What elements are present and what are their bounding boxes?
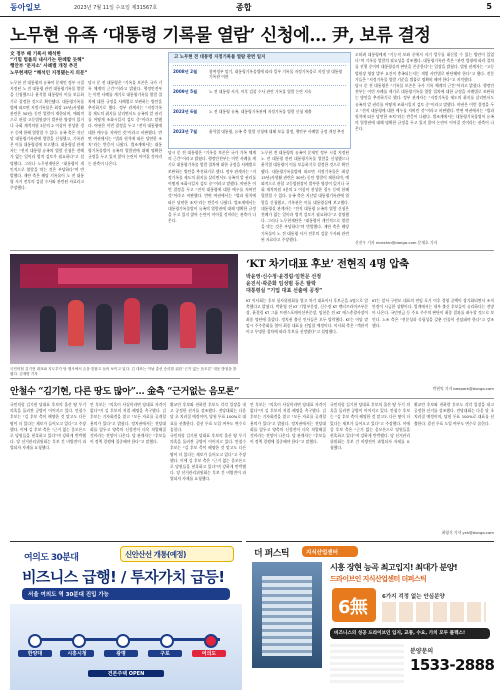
paragraph: 노무현 전 대통령의 유족이 문재인 정부 시절 지정된 노 전 대통령 관련 대통령기록물 열람을 신청했으나 윤석열 대통령이 이를 보류하기로 결정한 것으로 확인됐다. 대통령기록물법에 따르면 지정기록물은 최장 15년(사생활 관련은 30년) 동안 열람이 제한되며, 예외적으로 관할 고등법원장이 발부한 영장이 있거나 국회 재적의원 3분의 2 이상이 찬성한 경우 등에 한해 열람할 수 있다. 유족 측은 지난달 대통령기록관에 열람을 신청했고, 기록관은 이를 대통령실에 보고했다. 대통령실 관계자는 “전직 대통령 유족의 열람 신청은 전례가 없는 일이라 법적 검토가 필요하다”고 설명했다. 그러나 노무현재단은 “대통령이 개인적으로 열람을 막는 것은 부당하다”며 반발했다. 재단 측은 해당 기록물이 노 전 대통령 서거 전후의 검찰 수사와 관련된 자료라고 주장했다. [10, 80, 84, 191]
paper-name: 동아일보 [10, 3, 41, 12]
paragraph: 안 후보는 “의혹이 사실이라면 당대표 자격이 없다”며 김 후보의 직접 해명을 촉구했다. 김 후보는 기자회견을 열고 “모든 자료를 공개할 용의가 있다”고 밝혔다. 정치권에서는 전당대회를 앞두고 양측의 신경전이 더욱 치열해질 것이라는 전망이 나온다. 당 관계자는 “후보들이 정책 경쟁에 집중해야 한다”고 말했다. [90, 402, 166, 445]
deck-line: 文 정부 때 기록서 해석한 [10, 52, 61, 57]
deck-line: 윤진식·곽준화 임성범 등은 탈락 [246, 281, 316, 287]
ad-phone: 1533-2888 [410, 656, 495, 674]
ad-map [10, 604, 242, 690]
section-label: 종합 [236, 3, 252, 12]
person-figure [180, 302, 196, 348]
lead-body-col2 [88, 80, 162, 246]
timeline-title: 고 노무현 전 대통령 지정기록물 열람 관련 일지 [169, 53, 350, 63]
ahn-headline: 안철수 “김기현, 다른 땅도 많아”… 金측 “근거없는 음모론” [10, 386, 240, 397]
ad-site: 견본주택 OPEN [88, 670, 164, 677]
timeline-date: 2023년 6월 [173, 109, 198, 114]
timeline-box [168, 52, 351, 149]
station-label: 광명 [104, 650, 138, 657]
deck-line: “기밀 법률의 내사가는 판례할 듯해” [10, 58, 85, 64]
lead-deck [10, 52, 100, 77]
timeline-row [173, 85, 346, 105]
timeline-row [173, 125, 346, 145]
kt-deck [246, 274, 396, 295]
paragraph: 안 후보는 “의혹이 사실이라면 당대표 자격이 없다”며 김 후보의 직접 해명을 촉구했다. 김 후보는 기자회견을 열고 “모든 자료를 공개할 용의가 있다”고 밝혔다. 정치권에서는 전당대회를 앞두고 양측의 신경전이 더욱 치열해질 것이라는 전망이 나온다. 당 관계자는 “후보들이 정책 경쟁에 집중해야 한다”고 말했다. [250, 402, 326, 445]
divider [10, 378, 240, 379]
paragraph: 국민의힘 김기현 당대표 후보의 울산 땅 투기 의혹을 둘러싼 공방이 이어지고 있다. 안철수 후보는 “김 후보 측이 해명한 것 말고도 다른 땅이 더 있다는 제보가 들어오고 있다”고 주장했다. 이에 김 후보 측은 “근거 없는 음모론으로 당원들을 현혹하고 있다”며 강하게 반박했다. 당 선거관리위원회는 후보 간 비방전이 과열되자 자제를 요청했다. [10, 402, 86, 451]
ad-sub-bar [22, 588, 230, 600]
lead-byline: 신진우 기자 niceshin@donga.com 문재호 기자 [355, 240, 438, 245]
timeline-text: 참여정부 말기, 대통령기록물법에 따라 일부 기록물 지정기록물로 지정 및 대통령기록관 이관 [209, 69, 343, 80]
station-marker [72, 634, 86, 648]
kt-body-col1 [246, 298, 368, 392]
ad-tagline-bar [330, 628, 490, 639]
lead-headline: 노무현 유족 ‘대통령 기록물 열람’ 신청에… 尹, 보류 결정 [10, 26, 431, 46]
timeline-text: 윤석열 대통령, 유족 측 열람 신청에 대해 보류 결정, 행안부 사례별 규정 개정 추진 [209, 129, 345, 134]
station-marker [160, 634, 174, 648]
ahn-body-col6 [414, 402, 494, 528]
ad-brand-box [120, 546, 234, 562]
deck-line: 행안부 ‘문자소’ 사례별 개정 추진 [10, 64, 78, 70]
station-label: 여의도 [192, 650, 226, 657]
ad-brand-sub-box [302, 546, 358, 557]
station-label: 구로 [148, 650, 182, 657]
timeline-row [173, 105, 346, 125]
paragraph: 황교안 후보와 천하람 후보도 각각 입장을 내고 공정한 선거를 강조했다. 전당대회는 다음 달 초 치러질 예정이며, 당원 투표 100%로 대표를 선출한다. 결선 투표 도입 여부도 변수로 꼽힌다. [414, 402, 494, 426]
ahn-body-col1 [10, 402, 86, 536]
building [262, 576, 312, 656]
ad-call-label: 분양문의 [410, 648, 434, 655]
ad-badge-box [332, 588, 376, 622]
ahn-body-col2 [90, 402, 166, 536]
kt-body-col2 [372, 298, 494, 384]
ahn-byline: 최영식 기자 ysh@donga.com [441, 530, 494, 535]
ad-subway [10, 541, 242, 690]
station-marker [116, 634, 130, 648]
ahn-body-col5 [330, 402, 410, 536]
timeline-row [173, 65, 346, 85]
lead-body-col3 [168, 150, 256, 246]
photo-backdrop [58, 268, 192, 284]
timeline-date: 2023년 7월 [173, 129, 198, 134]
paragraph: 당시 문 전 대통령은 “기록물 보존은 국가 기록 체계의 근간”이라고 밝혔다. 행정안전부는 이번 사례를 계기로 대통령기록물 열람 절차에 대한 규정을 사례별로 보완하는 방안을 추진하기로 했다. 정부 관계자는 “지정기록물 제도의 취지를 살리면서도 유족의 알 권리를 어떻게 조화시킬지 검토 중”이라고 말했다. 야권은 이번 결정을 두고 “전직 대통령에 대한 예우를 저버린 것”이라고 비판했다. 반면 여권에서는 “법과 원칙에 따른 당연한 조치”라는 반응이 나왔다. 법조계에서는 대통령기록물법이 유족의 열람권에 대해 명확한 규정을 두고 있지 않아 논란이 이어질 것이라는 관측이 나온다. [168, 150, 256, 224]
paragraph: 당시 문 전 대통령은 “기록물 보존은 국가 기록 체계의 근간”이라고 밝혔다. 행정안전부는 이번 사례를 계기로 대통령기록물 열람 절차에 대한 규정을 사례별로 보완하는 방안을 추진하기로 했다. 정부 관계자는 “지정기록물 제도의 취지를 살리면서도 유족의 알 권리를 어떻게 조화시킬지 검토 중”이라고 말했다. 야권은 이번 결정을 두고 “전직 대통령에 대한 예우를 저버린 것”이라고 비판했다. 반면 여권에서는 “법과 원칙에 따른 당연한 조치”라는 반응이 나왔다. 법조계에서는 대통령기록물법이 유족의 열람권에 대해 명확한 규정을 두고 있지 않아 논란이 이어질 것이라는 관측이 나온다. [88, 80, 162, 166]
ahn-body-col3 [170, 402, 246, 536]
timeline-text: 노 전 대통령 서거, 이후 검찰 수사 관련 기록물 열람 논란 지속 [209, 89, 312, 94]
ahn-body-col4 [250, 402, 326, 536]
ad-feature-icons [382, 602, 486, 622]
news-photo [10, 254, 238, 364]
station-label: 시흥시청 [60, 650, 94, 657]
paragraph: 노무현 전 대통령의 유족이 문재인 정부 시절 지정된 노 전 대통령 관련 대통령기록물 열람을 신청했으나 윤석열 대통령이 이를 보류하기로 결정한 것으로 확인됐다. 대통령기록물법에 따르면 지정기록물은 최장 15년(사생활 관련은 30년) 동안 열람이 제한되며, 예외적으로 관할 고등법원장이 발부한 영장이 있거나 국회 재적의원 3분의 2 이상이 찬성한 경우 등에 한해 열람할 수 있다. 유족 측은 지난달 대통령기록관에 열람을 신청했고, 기록관은 이를 대통령실에 보고했다. 대통령실 관계자는 “전직 대통령 유족의 열람 신청은 전례가 없는 일이라 법적 검토가 필요하다”고 설명했다. 그러나 노무현재단은 “대통령이 개인적으로 열람을 막는 것은 부당하다”며 반발했다. 재단 측은 해당 기록물이 노 전 대통령 서거 전후의 검찰 수사와 관련된 자료라고 주장했다. [261, 150, 349, 242]
paragraph: 오히려 대통령에게 “기능직 보좌 중에서 자기 업무를 대신할 수 있는 방안이 있었다”며 기록물 열람의 필요성을 강조했다. 대통령기록관 측은 “관련 법령에 따라 절차를 진행 중이며 대통령실의 판단을 존중한다”는 입장을 밝혔다. 법원 관계자는 “고등법원장 영장 발부 요건이 충족되는지는 개별 사안별로 판단해야 한다”고 했다. 전문가들은 “지정기록물 열람 기준을 법률로 명확히 해야 한다”고 지적했다. [355, 52, 494, 82]
timeline-date: 2008년 2월 [173, 69, 198, 74]
person-figure [152, 304, 168, 350]
ad-badge: 6無 [338, 597, 368, 618]
ad-small-print [330, 644, 404, 684]
ad-title: 비즈니스 급행! / 투자가치 급등! [22, 568, 225, 586]
station-marker [28, 634, 42, 648]
ad-headline2: 드라이브인 지식산업센터 더퍼스틱 [330, 575, 427, 583]
masthead [0, 0, 500, 17]
paragraph: KT는 앞서 구현모 대표의 연임 포기 이후 경영 공백이 장기화되면서 조직 안정이 시급한 상황이다. 업계에서는 내부 출신 후보들이 유리하다는 전망이 나온다. 국민연금 등 주요 주주의 판단이 최종 결과를 좌우할 것으로 보인다. 노조 측은 “전문성과 독립성을 갖춘 인물이 선임돼야 한다”고 강조했다. [372, 298, 494, 328]
photo-caption: 국민의힘 김기현 대표와 지도부가 당 행사에서 손을 맞잡고 들어 보이고 있다. 김 대표는 이날 총선 승리를 위한 ‘근거 없는 음모론’ 대응 방침을 밝혔다. 김재명 기자 [10, 367, 237, 376]
person-figure [124, 298, 140, 344]
timeline-text: 노 전 대통령 유족, 대통령기록관에 지정기록물 열람 신청 제출 [209, 109, 312, 114]
paragraph: 황교안 후보와 천하람 후보도 각각 입장을 내고 공정한 선거를 강조했다. 전당대회는 다음 달 초 치러질 예정이며, 당원 투표 100%로 대표를 선출한다. 결선 투표 도입 여부도 변수로 꼽힌다. [170, 402, 246, 432]
kt-headline: ‘KT 차기대표 후보’ 전현직 4명 압축 [246, 258, 409, 270]
paragraph: 국민의힘 김기현 당대표 후보의 울산 땅 투기 의혹을 둘러싼 공방이 이어지고 있다. 안철수 후보는 “김 후보 측이 해명한 것 말고도 다른 땅이 더 있다는 제보가 들어오고 있다”고 주장했다. 이에 김 후보 측은 “근거 없는 음모론으로 당원들을 현혹하고 있다”며 강하게 반박했다. 당 선거관리위원회는 후보 간 비방전이 과열되자 자제를 요청했다. [330, 402, 410, 451]
lead-body-col4 [261, 150, 349, 246]
deck-line: 박윤영·신수정·윤경림·임헌문 선정 [246, 274, 322, 280]
ad-tagline: 비즈니스의 성공 드라이브인 입지, 교통, 수요, 가치 모두 플렉스! [334, 631, 466, 636]
ad-badge-sub: 6가지 걱정 없는 안심분양 [382, 594, 445, 600]
deck-line: 노무현재단 “해석인 지정됐는지 의문” [10, 70, 88, 76]
kt-byline: 박현익 기자 beepark@donga.com [432, 386, 494, 391]
ad-headline1: 시흥 장현 능곡 최고입지! 최대가 분양! [330, 562, 458, 572]
ad-brand: 더 퍼스틱 [254, 549, 289, 559]
ad-building-image [252, 562, 322, 668]
person-figure [40, 306, 56, 352]
paragraph: KT 이사회는 후보 심사위원회를 열고 차기 대표이사 후보군을 4명으로 압축했다고 밝혔다. 박윤영 전 KT 기업부문장, 신수정 KT 엔터프라이즈부문장, 윤경림 KT 그룹 트랜스포메이션부문장, 임헌문 전 KT 매스총괄사장이 최종 명단에 올랐다. 정치권 출신 인사들은 모두 탈락했다. KT는 이달 말 임시 주주총회를 열어 최종 대표를 선임할 예정이다. 이사회 측은 “객관적이고 투명한 절차에 따라 후보를 선정했다”고 설명했다. [246, 298, 368, 335]
deck-line: 대통령실 “기업 대표 선출에 공정” [246, 288, 323, 294]
person-figure [96, 304, 112, 350]
divider [10, 398, 494, 399]
divider [10, 48, 494, 49]
timeline-date: 2009년 5월 [173, 89, 198, 94]
paragraph: 국민의힘 김기현 당대표 후보의 울산 땅 투기 의혹을 둘러싼 공방이 이어지고 있다. 안철수 후보는 “김 후보 측이 해명한 것 말고도 다른 땅이 더 있다는 제보가 들어오고 있다”고 주장했다. 이에 김 후보 측은 “근거 없는 음모론으로 당원들을 현혹하고 있다”며 강하게 반박했다. 당 선거관리위원회는 후보 간 비방전이 과열되자 자제를 요청했다. [170, 433, 246, 482]
ad-kicker: 여의도 30분대 [24, 553, 79, 563]
dateline: 2023년 7월 11일 수요일 제31567호 [74, 5, 158, 11]
station-label: 한양대 [18, 650, 52, 657]
lead-body-col1 [10, 80, 84, 246]
ad-knowledge-center [246, 541, 494, 690]
page-number: 5 [486, 2, 492, 11]
ad-brand-sub: 지식산업센터 [306, 550, 338, 556]
ad-brand: 신안산선 개통(예정) [125, 550, 186, 559]
person-figure [68, 300, 84, 346]
person-figure [206, 308, 222, 354]
paragraph: 당시 문 전 대통령은 “기록물 보존은 국가 기록 체계의 근간”이라고 밝혔다. 행정안전부는 이번 사례를 계기로 대통령기록물 열람 절차에 대한 규정을 사례별로 보완하는 방안을 추진하기로 했다. 정부 관계자는 “지정기록물 제도의 취지를 살리면서도 유족의 알 권리를 어떻게 조화시킬지 검토 중”이라고 말했다. 야권은 이번 결정을 두고 “전직 대통령에 대한 예우를 저버린 것”이라고 비판했다. 반면 여권에서는 “법과 원칙에 따른 당연한 조치”라는 반응이 나왔다. 법조계에서는 대통령기록물법이 유족의 열람권에 대해 명확한 규정을 두고 있지 않아 논란이 이어질 것이라는 관측이 나온다. [355, 83, 494, 132]
station-marker [204, 634, 218, 648]
ad-sub: 서울 여의도 역 30분대 진입 가능 [28, 592, 109, 598]
divider [10, 250, 494, 251]
lead-body-col5 [355, 52, 494, 238]
